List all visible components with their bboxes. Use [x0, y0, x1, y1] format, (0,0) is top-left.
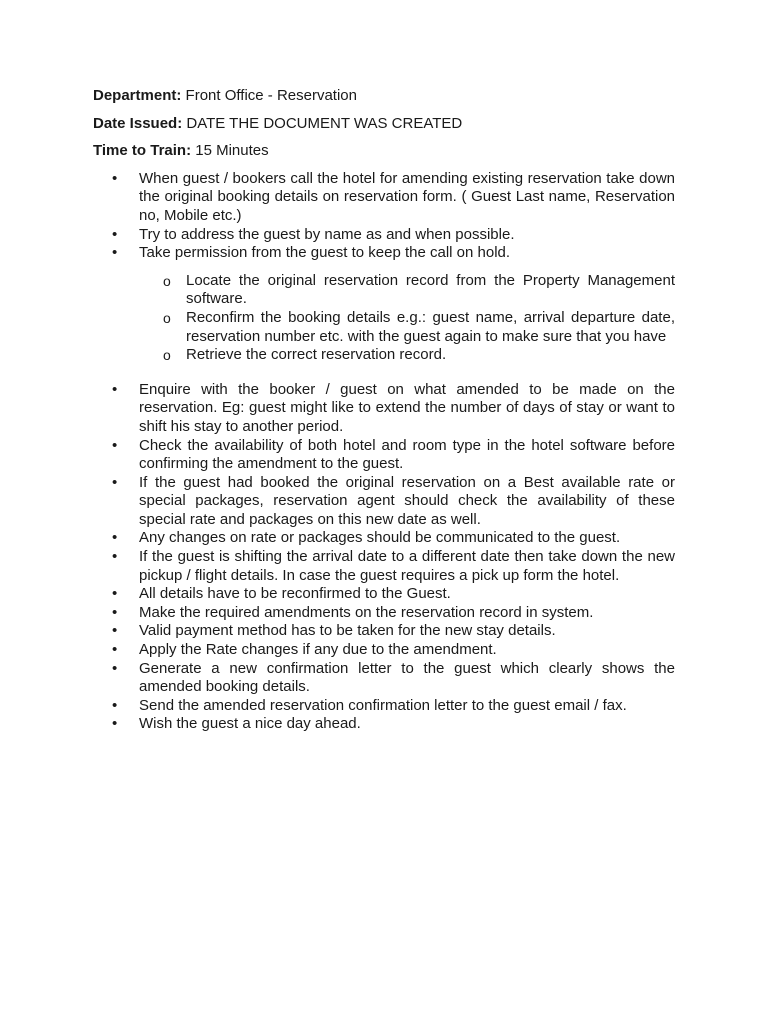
list-item: • If the guest had booked the original reservation on a Best available rate or special packages, reservation agent should check the availability of these special rate and packages on this new date as well.: [93, 474, 675, 530]
list-item: • Generate a new confirmation letter to the guest which clearly shows the amended booking details.: [93, 660, 675, 697]
list-item: • Wish the guest a nice day ahead.: [93, 715, 675, 734]
date-issued-label: Date Issued:: [93, 114, 183, 132]
department-value: Front Office - Reservation: [185, 87, 357, 104]
time-to-train-label: Time to Train:: [93, 142, 192, 160]
list-item: • If the guest is shifting the arrival date to a different date then take down the new pickup / flight details. In case the guest requires a pick up form the hotel.: [93, 548, 675, 585]
sub-bullet-list: [93, 272, 675, 365]
list-item: • When guest / bookers call the hotel for amending existing reservation take down the original booking details on reservation form. ( Guest Last name, Reservation no, Mobile etc.): [93, 170, 675, 226]
sub-list-item: o Locate the original reservation record from the Property Management software.: [93, 272, 675, 309]
department-label: Department:: [93, 87, 182, 104]
list-item: • Any changes on rate or packages should be communicated to the guest.: [93, 529, 675, 548]
list-item: • Take permission from the guest to keep the call on hold.: [93, 244, 675, 263]
list-item: • All details have to be reconfirmed to the Guest.: [93, 585, 675, 604]
list-item: • Enquire with the booker / guest on what amended to be made on the reservation. Eg: guest might like to extend the number of days of stay or want to shift his stay to another period.: [93, 381, 675, 437]
list-item: • Make the required amendments on the reservation record in system.: [93, 604, 675, 623]
list-item: • Apply the Rate changes if any due to the amendment.: [93, 641, 675, 660]
document-body: [93, 87, 675, 734]
sub-list-item: o Reconfirm the booking details e.g.: guest name, arrival departure date, reservation number etc. with the guest again to make sure that you have: [93, 309, 675, 346]
time-to-train-value: 15 Minutes: [195, 142, 269, 160]
date-issued-value: DATE THE DOCUMENT WAS CREATED: [186, 114, 463, 132]
date-issued-line: [93, 115, 675, 134]
list-item: • Send the amended reservation confirmation letter to the guest email / fax.: [93, 697, 675, 716]
sub-list-item: o Retrieve the correct reservation record.: [93, 346, 675, 365]
list-item: • Valid payment method has to be taken for the new stay details.: [93, 622, 675, 641]
list-item: • Check the availability of both hotel and room type in the hotel software before confirming the amendment to the guest.: [93, 437, 675, 474]
list-item: • Try to address the guest by name as and when possible.: [93, 226, 675, 245]
department-line: [93, 87, 675, 106]
time-to-train-line: [93, 142, 675, 161]
bullet-list-top: [93, 170, 675, 263]
bullet-list-bottom: [93, 381, 675, 734]
